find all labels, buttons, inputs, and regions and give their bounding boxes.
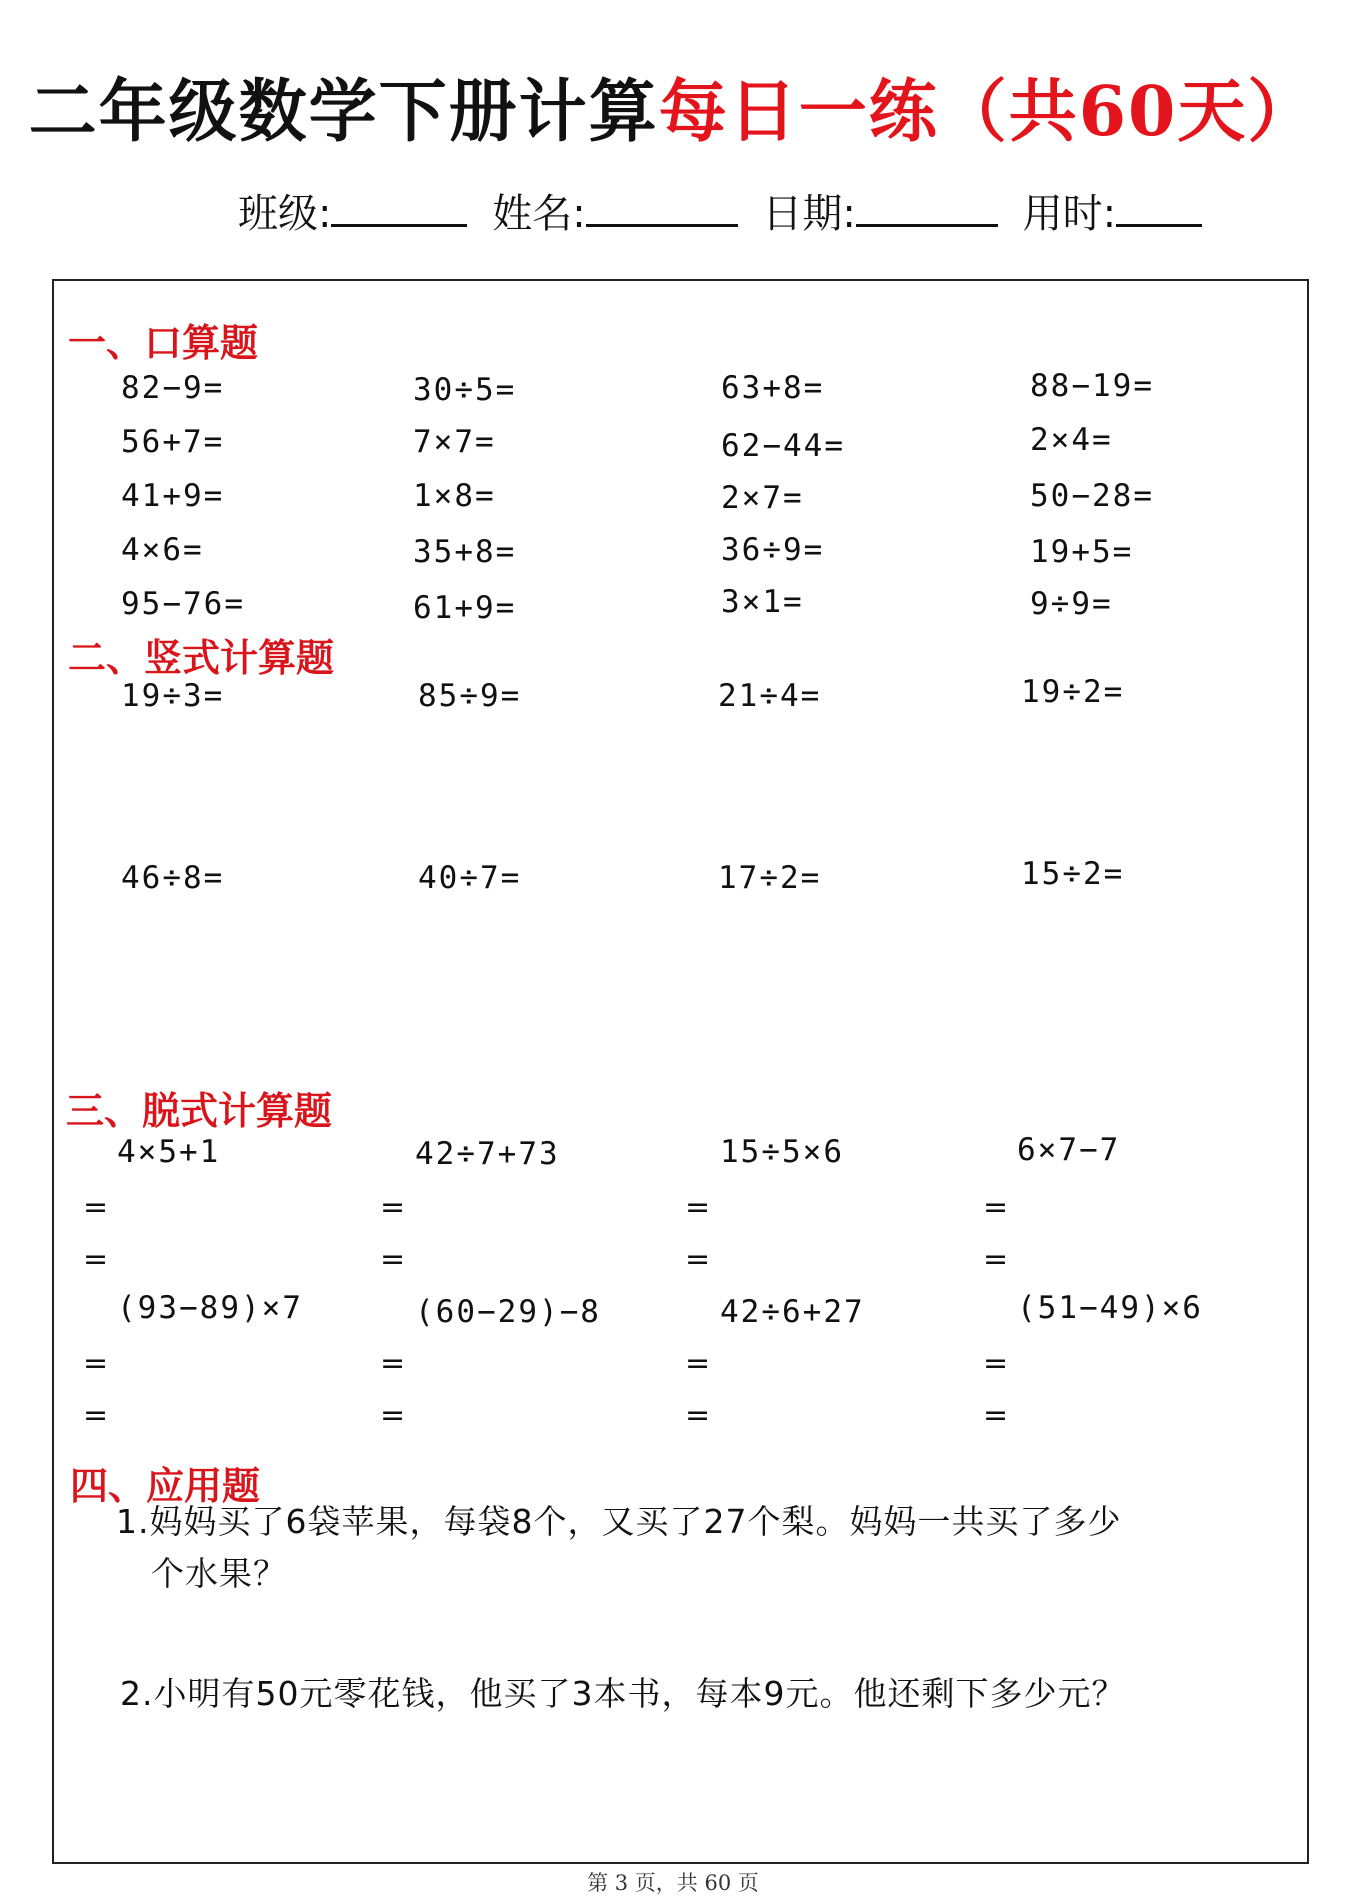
step-equals-14: = xyxy=(380,1398,406,1433)
word-problem-1 xyxy=(116,1496,1121,1600)
step-equals-11: = xyxy=(685,1346,711,1381)
title-red-part: 每日一练（共60天） xyxy=(658,72,1318,152)
step-problem-8: (51−49)×6 xyxy=(1017,1290,1203,1326)
student-info-row xyxy=(238,182,1214,239)
step-equals-12: = xyxy=(983,1346,1009,1381)
name-blank[interactable] xyxy=(586,188,738,227)
step-problem-4: 6×7−7 xyxy=(1017,1132,1121,1168)
step-problem-3: 15÷5×6 xyxy=(720,1134,844,1170)
oral-problem-19: 3×1= xyxy=(721,584,804,620)
step-equals-9: = xyxy=(83,1346,109,1381)
step-equals-8: = xyxy=(983,1242,1009,1277)
class-blank[interactable] xyxy=(331,188,467,227)
step-equals-2: = xyxy=(380,1190,406,1225)
step-equals-6: = xyxy=(380,1242,406,1277)
date-blank[interactable] xyxy=(856,188,998,227)
step-problem-6: (60−29)−8 xyxy=(415,1294,601,1330)
section-oral-heading: 一、口算题 xyxy=(68,320,259,365)
section-word-heading: 四、应用题 xyxy=(70,1463,261,1508)
vertical-problem-2: 85÷9= xyxy=(418,678,522,714)
vertical-problem-1: 19÷3= xyxy=(121,678,225,714)
step-equals-4: = xyxy=(983,1190,1009,1225)
step-equals-13: = xyxy=(83,1398,109,1433)
vertical-problem-8: 15÷2= xyxy=(1021,856,1125,892)
oral-problem-18: 61+9= xyxy=(413,590,517,626)
oral-problem-15: 36÷9= xyxy=(721,532,825,568)
vertical-problem-6: 40÷7= xyxy=(418,860,522,896)
step-equals-7: = xyxy=(685,1242,711,1277)
oral-problem-2: 30÷5= xyxy=(413,372,517,408)
step-equals-5: = xyxy=(83,1242,109,1277)
step-equals-16: = xyxy=(983,1398,1009,1433)
oral-problem-11: 2×7= xyxy=(721,480,804,516)
step-equals-15: = xyxy=(685,1398,711,1433)
title-black-part: 二年级数学下册计算 xyxy=(28,72,659,152)
step-problem-5: (93−89)×7 xyxy=(117,1290,303,1326)
oral-problem-6: 7×7= xyxy=(413,424,496,460)
word-problem-1-line1: 1.妈妈买了6袋苹果，每袋8个，又买了27个梨。妈妈一共买了多少 xyxy=(116,1502,1122,1541)
vertical-problem-3: 21÷4= xyxy=(718,678,822,714)
worksheet-frame xyxy=(52,279,1309,1864)
class-label: 班级: xyxy=(238,191,332,237)
oral-problem-10: 1×8= xyxy=(413,478,496,514)
oral-problem-5: 56+7= xyxy=(121,424,225,460)
oral-problem-8: 2×4= xyxy=(1030,422,1113,458)
time-used-blank[interactable] xyxy=(1116,188,1202,227)
oral-problem-9: 41+9= xyxy=(121,478,225,514)
time-used-label: 用时: xyxy=(1022,191,1117,237)
oral-problem-17: 95−76= xyxy=(121,586,245,622)
vertical-problem-4: 19÷2= xyxy=(1021,674,1125,710)
section-vertical-heading: 二、竖式计算题 xyxy=(68,635,335,680)
word-problem-1-line2: 个水果？ xyxy=(151,1554,287,1593)
oral-problem-1: 82−9= xyxy=(121,370,225,406)
oral-problem-16: 19+5= xyxy=(1030,534,1134,570)
word-problem-2: 2.小明有50元零花钱，他买了3本书，每本9元。他还剩下多少元？ xyxy=(120,1674,1126,1713)
oral-problem-20: 9÷9= xyxy=(1030,586,1113,622)
step-equals-1: = xyxy=(83,1190,109,1225)
step-problem-1: 4×5+1 xyxy=(117,1134,221,1170)
step-equals-3: = xyxy=(685,1190,711,1225)
oral-problem-14: 35+8= xyxy=(413,534,517,570)
step-problem-2: 42÷7+73 xyxy=(415,1136,560,1172)
date-label: 日期: xyxy=(762,191,856,237)
page-footer: 第 3 页，共 60 页 xyxy=(587,1871,759,1895)
oral-problem-4: 88−19= xyxy=(1030,368,1154,404)
vertical-problem-7: 17÷2= xyxy=(718,860,822,896)
step-equals-10: = xyxy=(380,1346,406,1381)
oral-problem-12: 50−28= xyxy=(1030,478,1154,514)
page-title xyxy=(0,58,1346,155)
vertical-problem-5: 46÷8= xyxy=(121,860,225,896)
oral-problem-3: 63+8= xyxy=(721,370,825,406)
oral-problem-13: 4×6= xyxy=(121,532,204,568)
oral-problem-7: 62−44= xyxy=(721,428,845,464)
section-step-heading: 三、脱式计算题 xyxy=(66,1088,333,1133)
name-label: 姓名: xyxy=(492,191,586,237)
step-problem-7: 42÷6+27 xyxy=(720,1294,865,1330)
